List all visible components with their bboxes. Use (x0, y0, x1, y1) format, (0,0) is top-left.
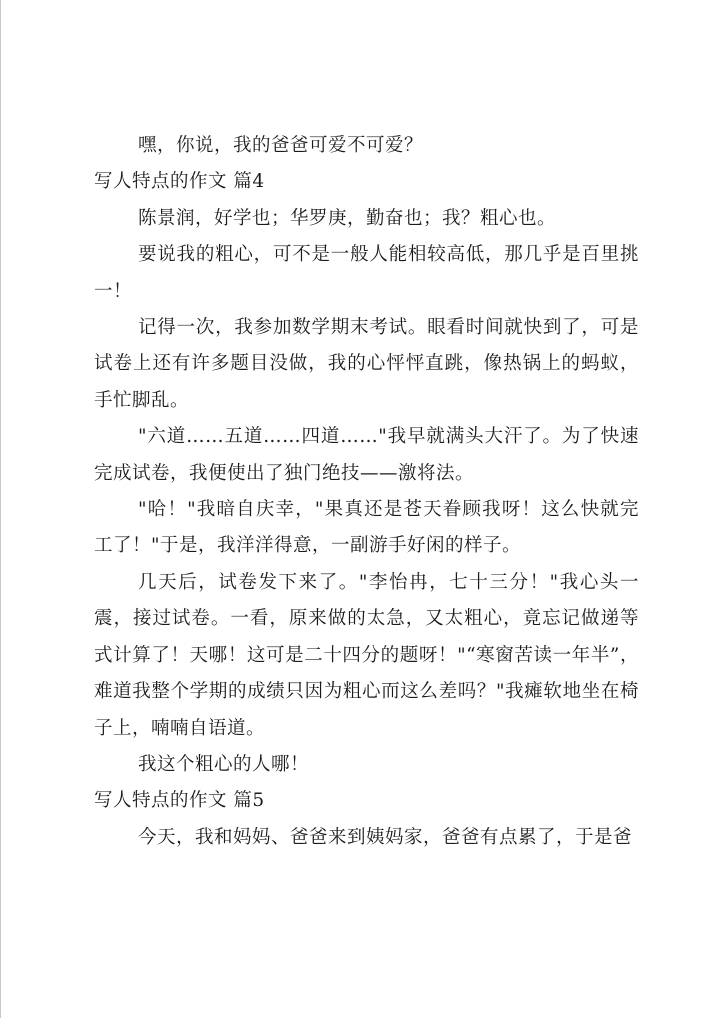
paragraph: "哈！"我暗自庆幸，"果真还是苍天眷顾我呀！这么快就完工了！"于是，我洋洋得意，一副游手好闲的样子。 (94, 499, 639, 557)
section-heading: 写人特点的作文 篇4 (94, 171, 265, 193)
paragraph: 几天后，试卷发下来了。"李怡冉，七十三分！"我心头一震，接过试卷。一看，原来做的太急，又太粗心，竟忘记做递等式计算了！天哪！这可是二十四分的题呀！"“寒窗苦读一年半”，难道我整个学期的成绩只因为粗心而这么差吗？"我瘫软地坐在椅子上，喃喃自语道。 (94, 571, 639, 739)
section-heading: 写人特点的作文 篇5 (94, 790, 265, 812)
document-body (94, 128, 639, 856)
paragraph: 陈景润，好学也；华罗庚，勤奋也；我？粗心也。 (138, 207, 557, 229)
paragraph: 记得一次，我参加数学期末考试。眼看时间就快到了，可是试卷上还有许多题目没做，我的心怦怦直跳，像热锅上的蚂蚁，手忙脚乱。 (94, 317, 639, 411)
paragraph: 要说我的粗心，可不是一般人能相较高低，那几乎是百里挑一！ (94, 244, 639, 302)
paragraph: 今天，我和妈妈、爸爸来到姨妈家，爸爸有点累了，于是爸 (138, 826, 633, 848)
paragraph: 我这个粗心的人哪！ (138, 753, 310, 775)
paragraph: 嘿，你说，我的爸爸可爱不可爱？ (138, 135, 424, 156)
paragraph: "六道……五道……四道……"我早就满头大汗了。为了快速完成试卷，我便使出了独门绝技——激将法。 (94, 426, 639, 484)
